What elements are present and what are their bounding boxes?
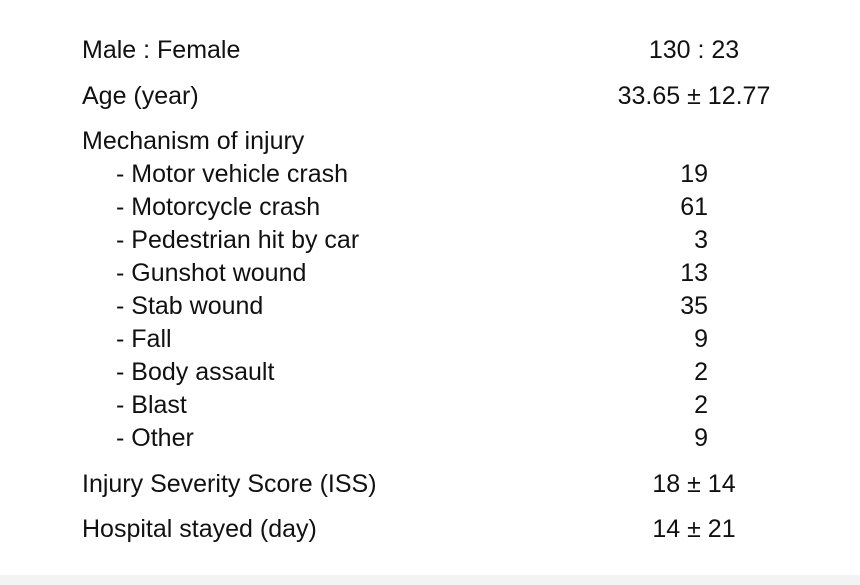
row-value-stab: 35: [680, 292, 708, 320]
row-value-motor-vehicle: 19: [680, 160, 708, 188]
row-value-fall: 9: [694, 325, 708, 353]
row-value-pedestrian: 3: [694, 226, 708, 254]
row-label-stab: - Stab wound: [116, 292, 264, 320]
row-value-age: 33.65 ± 12.77: [617, 82, 771, 110]
row-label-iss: Injury Severity Score (ISS): [82, 470, 377, 498]
row-value-other: 9: [694, 424, 708, 452]
row-label-body-assault: - Body assault: [116, 358, 275, 386]
row-label-blast: - Blast: [116, 391, 187, 419]
row-value-blast: 2: [694, 391, 708, 419]
row-value-iss: 18 ± 14: [652, 470, 736, 498]
row-label-sex-ratio: Male : Female: [82, 36, 241, 64]
row-label-motorcycle: - Motorcycle crash: [116, 193, 321, 221]
row-value-body-assault: 2: [694, 358, 708, 386]
row-label-gunshot: - Gunshot wound: [116, 259, 307, 287]
row-label-hospital-stay: Hospital stayed (day): [82, 515, 317, 543]
row-label-motor-vehicle: - Motor vehicle crash: [116, 160, 349, 188]
section-title-mechanism: Mechanism of injury: [82, 127, 305, 155]
row-value-gunshot: 13: [680, 259, 708, 287]
row-label-fall: - Fall: [116, 325, 172, 353]
row-label-other: - Other: [116, 424, 194, 452]
row-value-hospital-stay: 14 ± 21: [652, 515, 736, 543]
row-label-age: Age (year): [82, 82, 199, 110]
row-value-sex-ratio: 130 : 23: [648, 36, 740, 64]
row-value-motorcycle: 61: [680, 193, 708, 221]
bottom-strip: [0, 575, 860, 585]
row-label-pedestrian: - Pedestrian hit by car: [116, 226, 360, 254]
